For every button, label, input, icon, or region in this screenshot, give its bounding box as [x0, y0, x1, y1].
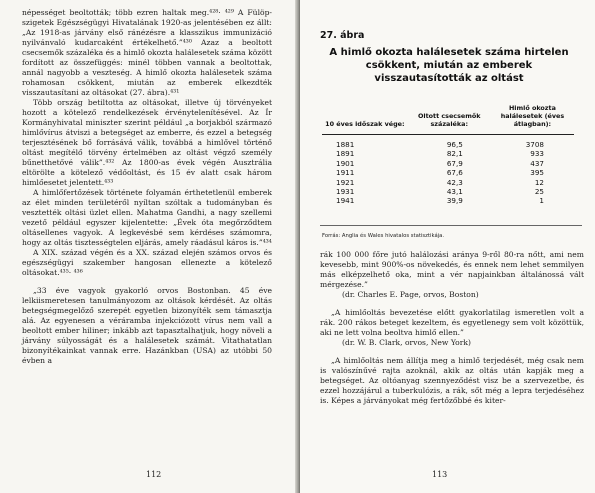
table-row — [322, 168, 574, 177]
table-row — [322, 149, 574, 158]
table-cell-year: 1931 — [336, 187, 355, 197]
table-cell-percent: 67,9 — [446, 158, 463, 168]
figure-data-table — [322, 104, 574, 206]
table-header-period: 10 éves időszak vége: — [322, 104, 408, 135]
page-number-right: 113 — [432, 470, 448, 479]
figure-title: A himlő okozta halálesetek száma hirtelen csökkent, miután az emberek visszautasították az oltást — [329, 47, 569, 84]
table-row — [322, 178, 574, 187]
table-cell-deaths: 933 — [530, 149, 544, 159]
figure-source: Forrás: Anglia és Wales hivatalos statisztikája. — [322, 233, 445, 239]
table-cell-year: 1921 — [336, 177, 355, 187]
table-cell-year: 1941 — [336, 196, 355, 206]
table-row — [322, 187, 574, 196]
table-header-vaccinated: Oltott csecsemők százaléka: — [408, 104, 491, 135]
table-cell-deaths: 12 — [534, 177, 544, 187]
table-cell-deaths: 437 — [530, 158, 544, 168]
right-page-text — [320, 250, 584, 406]
figure-bottom-rule — [320, 225, 582, 226]
page-number-left: 112 — [146, 470, 162, 479]
left-paragraph-3: A himlőfertőzések története folyamán érthetetlenül emberek az élet minden területéről nyíltan szóltak a tudományban és vesztették oltási üzlet ellen. Mahatma Gandhi, a nagy szellemi vezető például egyszer kijelentette: „Évek óta megőrződtem oltásellenes vagyok. A legkevésbé sem kérdéses számomra, hogy az oltás tisztességtelen eljárás, amely ráadásul káros is.”⁴³⁴ — [22, 188, 272, 247]
right-attribution-1: (dr. Charles E. Page, orvos, Boston) — [342, 290, 479, 299]
table-row — [322, 196, 574, 205]
table-cell-year: 1911 — [336, 168, 355, 178]
right-attribution-2: (dr. W. B. Clark, orvos, New York) — [342, 338, 471, 347]
right-quote-2: „A himlőoltás bevezetése előtt gyakorlatilag ismeretlen volt a rák. 200 rákos beteget kezeltem, és egyetlenegy sem volt közöttük, aki ne lett volna beoltva himlő ellen.” — [320, 308, 584, 337]
table-cell-deaths: 25 — [534, 187, 544, 197]
right-quote-3: „A himlőoltás nem állítja meg a himlő terjedését, még csak nem is valószínűvé rajta azoknál, akik az oltás után kapják meg a betegséget. Az oltóanyag szennyeződést visz be a szervezetbe, és ezzel hozzájárul a tuberkulózis, a rák, sőt még a lepra terjedéséhez is. Képes a járványokat még fertőzőbbé és kiter- — [320, 356, 584, 405]
figure-label: 27. ábra — [320, 30, 365, 41]
table-header-deaths: Himlő okozta halálesetek (éves átlagban): — [491, 104, 574, 135]
table-row — [322, 159, 574, 168]
right-paragraph-1: rák 100 000 főre jutó halálozási aránya 9-ről 80-ra nőtt, ami nem kevesebb, mint 900%-os növekedés, és ennek nem lehet semmilyen más elképzelhető oka, mint a vér napjainkban általánossá vált mérgezése.” — [320, 250, 584, 289]
left-page-text — [22, 8, 272, 366]
table-cell-percent: 43,1 — [446, 187, 463, 197]
table-header-row — [322, 104, 574, 135]
left-paragraph-2: Több ország betiltotta az oltásokat, illetve új törvényeket hozott a kötelező rendelkezések érvénytelenítésével. Az Ír Kormányhivatal miniszter szerint például „a borjakból származó himlővírus átviszi a betegséget az emberre, és ezzel a betegség terjesztésének bő forrásává válik, továbbá a himlővel történő oltást megítélő törvény értelmében az oltást végző személy bűnetthetővé válik”.⁴³² Az 1800-as évek végén Ausztrália eltörölte a kötelező védőoltást, és 15 év alatt csak három himlőesetet jelentett.⁴³³ — [22, 98, 272, 187]
left-quote-paragraph: „33 éve vagyok gyakorló orvos Bostonban. 45 éve lelkiismeretesen tanulmányozom az oltások kérdését. Az oltás betegségmegelőző szerepét egyetlen bizonyíték sem támasztja alá. Az egyenesen a véráramba injekciózott vírus nem vall a beoltott ember hiliner; inkább azt tapasztalhatjuk, hogy növeli a járvány súlyosságát és a halálesetek számát. Vitathatatlan bizonyítékainkat vannak erre. Hazánkban (USA) az utóbbi 50 évben a — [22, 286, 272, 365]
right-page — [300, 0, 595, 493]
table-cell-deaths: 3708 — [525, 140, 544, 149]
table-cell-year: 1891 — [336, 149, 355, 159]
table-cell-percent: 67,6 — [446, 168, 463, 178]
table-cell-percent: 42,3 — [446, 177, 463, 187]
table-cell-year: 1881 — [336, 140, 355, 149]
table-cell-percent: 39,9 — [446, 196, 463, 206]
table-cell-deaths: 395 — [530, 168, 544, 178]
left-paragraph-1: népességet beoltották; több ezren haltak meg.⁴²⁸· ⁴²⁹ A Fülöp-szigetek Egészségügyi Hivatalának 1920-as jelentésében ez állt: „Az 1918-as járvány első ránézésre a klasszikus immunizáció nyilvánvaló kudarcaként értékelhető.”⁴³⁰ Azaz a beoltott csecsemők százaléka és a himlő okozta halálesetek száma között fordított az összefüggés: minél többen vannak a beoltottak, annál nagyobb a veszteség. A himlő okozta halálesetek száma rohamosan csökkent, miután az emberek elkezdték visszautasítani az oltásokat (27. ábra).⁴³¹ — [22, 8, 272, 97]
table-cell-deaths: 1 — [539, 196, 544, 206]
table-row — [322, 135, 574, 150]
table-cell-percent: 96,5 — [446, 140, 463, 149]
table-cell-percent: 82,1 — [446, 149, 463, 159]
table-cell-year: 1901 — [336, 158, 355, 168]
left-paragraph-4: A XIX. század végén és a XX. század elején számos orvos és egészségügyi szakember hangosan ellenezte a kötelező oltásokat.⁴³⁵· ⁴³⁶ — [22, 248, 272, 277]
